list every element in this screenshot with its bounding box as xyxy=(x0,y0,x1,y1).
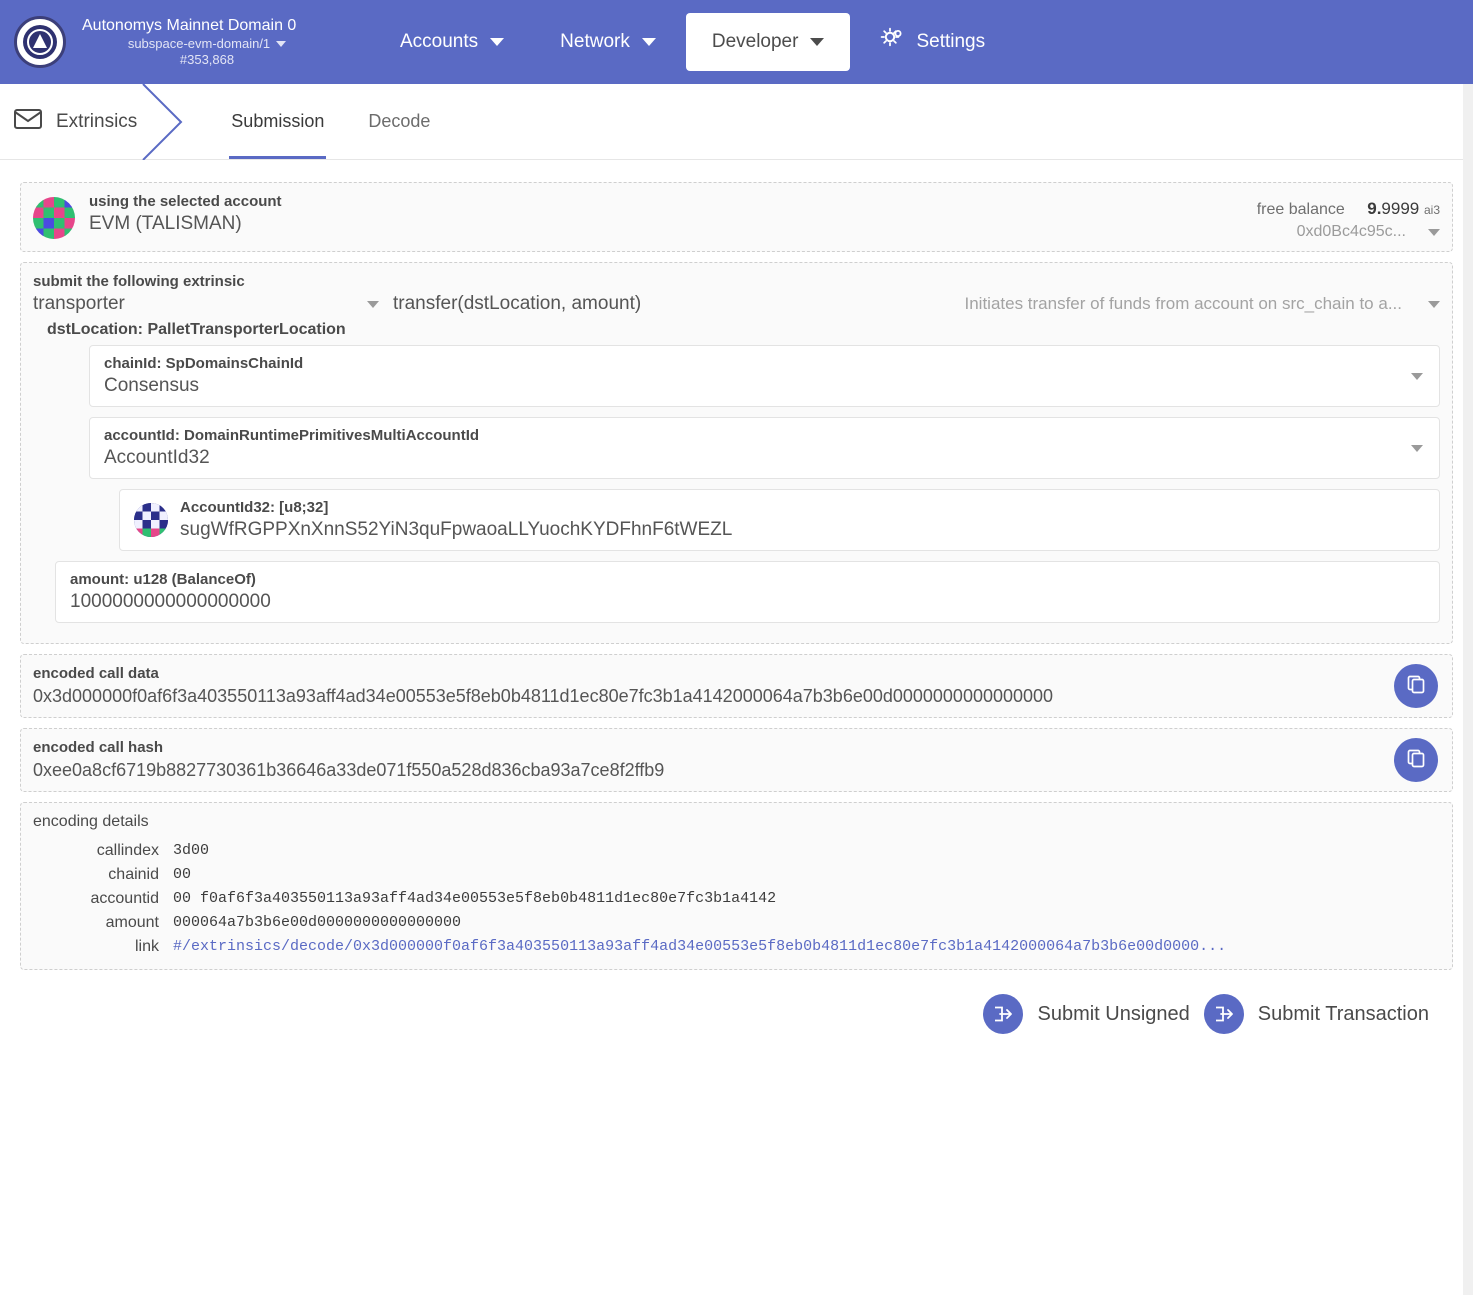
nav-item-network-label: Network xyxy=(560,31,630,52)
account-panel xyxy=(20,182,1453,252)
free-balance-label: free balance xyxy=(1256,201,1345,218)
encoded-call-data-label: encoded call data xyxy=(33,665,159,682)
encoding-key: link xyxy=(134,938,159,955)
nav-item-settings-label: Settings xyxy=(916,31,986,52)
submit-transaction-button[interactable] xyxy=(1204,994,1429,1034)
top-navigation-bar xyxy=(0,0,1473,84)
account-balance xyxy=(1257,193,1440,241)
sign-in-icon xyxy=(1204,994,1244,1034)
submit-transaction-label: Submit Transaction xyxy=(1257,1002,1429,1025)
chevron-down-icon xyxy=(810,38,824,46)
chevron-down-icon xyxy=(367,301,379,308)
account-selector[interactable] xyxy=(89,193,1257,235)
account-id32-field[interactable] xyxy=(119,489,1440,551)
copy-call-hash-button[interactable] xyxy=(1394,738,1438,782)
tab-decode[interactable] xyxy=(346,84,452,159)
section-tab-bar xyxy=(0,84,1473,160)
encoding-link[interactable]: #/extrinsics/decode/0x3d000000f0af6f3a403550113a93aff4ad34e00553e5f8eb0b4811d1ec80e7fc3b1a4142000064a7b3b6e00d0000... xyxy=(173,938,1227,955)
amount-group xyxy=(55,561,1440,623)
amount-field[interactable] xyxy=(55,561,1440,623)
extrinsics-submission-form xyxy=(0,160,1473,1052)
chain-selector[interactable] xyxy=(82,16,332,69)
scrollbar[interactable] xyxy=(1463,84,1473,1295)
main-nav xyxy=(374,9,1011,75)
encoding-value: 00 f0af6f3a403550113a93aff4ad34e00553e5f8eb0b4811d1ec80e7fc3b1a4142 xyxy=(173,890,777,907)
chevron-down-icon xyxy=(276,41,286,47)
encoding-details-title: encoding details xyxy=(33,813,149,830)
chevron-down-icon xyxy=(1428,229,1440,236)
account-id-value: AccountId32 xyxy=(104,447,210,468)
encoded-call-data-panel xyxy=(20,654,1453,718)
nav-item-network[interactable] xyxy=(534,13,682,71)
encoding-value: 00 xyxy=(173,866,192,883)
encoding-key: chainid xyxy=(108,866,159,883)
table-row xyxy=(33,839,1440,863)
encoding-details-table xyxy=(33,839,1440,959)
nav-item-settings[interactable] xyxy=(854,9,1011,75)
encoding-key: accountid xyxy=(90,890,159,907)
copy-icon xyxy=(1406,674,1426,699)
breadcrumb-arrow-icon xyxy=(141,84,185,160)
encoding-value: 000064a7b3b6e00d0000000000000000 xyxy=(173,914,462,931)
table-row xyxy=(33,911,1440,935)
submit-unsigned-label: Submit Unsigned xyxy=(1037,1002,1190,1025)
chain-endpoint xyxy=(82,36,332,52)
dst-location-label: dstLocation: PalletTransporterLocation xyxy=(47,321,346,338)
encoding-value: 3d00 xyxy=(173,842,210,859)
encoded-call-hash-panel xyxy=(20,728,1453,792)
dst-location-group xyxy=(47,321,1440,551)
account-value: EVM (TALISMAN) xyxy=(89,213,242,234)
section-title xyxy=(0,84,163,159)
extrinsics-icon xyxy=(14,107,42,137)
chevron-down-icon xyxy=(1411,445,1423,452)
call-dropdown[interactable] xyxy=(917,294,1441,314)
encoding-key: amount xyxy=(105,914,159,931)
table-row xyxy=(33,935,1440,959)
tab-decode-label: Decode xyxy=(368,111,431,131)
tab-submission[interactable] xyxy=(209,84,346,159)
encoded-call-hash-label: encoded call hash xyxy=(33,739,164,756)
form-actions xyxy=(20,980,1453,1052)
nav-item-accounts-label: Accounts xyxy=(400,31,479,52)
encoding-key: callindex xyxy=(96,842,159,859)
copy-call-data-button[interactable] xyxy=(1394,664,1438,708)
chevron-down-icon xyxy=(1411,373,1423,380)
table-row xyxy=(33,887,1440,911)
avatar xyxy=(33,197,75,239)
free-balance-frac: 9999 xyxy=(1381,199,1420,218)
account-id-label: accountId: DomainRuntimePrimitivesMultiAccountId xyxy=(104,427,480,444)
chevron-down-icon xyxy=(1428,301,1440,308)
chain-block-number: #353,868 xyxy=(179,52,235,67)
module-value: transporter xyxy=(33,293,125,314)
call-description: Initiates transfer of funds from account on src_chain to a... xyxy=(964,294,1402,313)
account-address-dropdown[interactable] xyxy=(1257,223,1440,241)
avatar xyxy=(134,503,168,537)
nav-item-developer[interactable] xyxy=(686,13,851,71)
section-title-label: Extrinsics xyxy=(56,110,138,132)
chain-id-field[interactable] xyxy=(89,345,1440,407)
account-id32-value: sugWfRGPPXnXnnS52YiN3quFpwaoaLLYuochKYDFhnF6tWEZL xyxy=(180,519,733,540)
extrinsic-label: submit the following extrinsic xyxy=(33,273,245,290)
encoded-call-hash-value: 0xee0a8cf6719b8827730361b36646a33de071f550a528d836cba93a7ce8f2ffb9 xyxy=(33,760,665,780)
free-balance-unit: ai3 xyxy=(1423,203,1440,217)
account-id-field[interactable] xyxy=(89,417,1440,479)
chain-endpoint-label: subspace-evm-domain/1 xyxy=(127,35,271,51)
call-value: transfer(dstLocation, amount) xyxy=(393,293,642,314)
copy-icon xyxy=(1406,748,1426,773)
chevron-down-icon xyxy=(490,38,504,46)
extrinsic-panel xyxy=(20,262,1453,644)
tab-list xyxy=(209,84,452,159)
chain-id-label: chainId: SpDomainsChainId xyxy=(104,355,304,372)
chain-name: Autonomys Mainnet Domain 0 xyxy=(82,16,297,34)
tab-submission-label: Submission xyxy=(231,111,325,131)
encoded-call-data-value: 0x3d000000f0af6f3a403550113a93aff4ad34e00553e5f8eb0b4811d1ec80e7fc3b1a4142000064a7b3b6e00d0000000000000000 xyxy=(33,686,1054,706)
free-balance-int: 9. xyxy=(1367,199,1382,218)
account-label: using the selected account xyxy=(89,193,282,210)
nav-item-accounts[interactable] xyxy=(374,13,530,71)
chevron-down-icon xyxy=(642,38,656,46)
submit-unsigned-button[interactable] xyxy=(983,994,1189,1034)
sign-in-icon xyxy=(983,994,1023,1034)
table-row xyxy=(33,863,1440,887)
gear-icon xyxy=(880,27,904,57)
autonomys-logo xyxy=(14,16,66,68)
encoding-details-panel xyxy=(20,802,1453,970)
account-id32-label: AccountId32: [u8;32] xyxy=(180,499,329,516)
module-dropdown[interactable] xyxy=(33,293,393,315)
account-address: 0xd0Bc4c95c... xyxy=(1296,223,1406,240)
chain-id-value: Consensus xyxy=(104,375,200,396)
nav-item-developer-label: Developer xyxy=(711,31,799,52)
amount-label: amount: u128 (BalanceOf) xyxy=(70,571,256,588)
amount-value: 1000000000000000000 xyxy=(70,591,271,612)
